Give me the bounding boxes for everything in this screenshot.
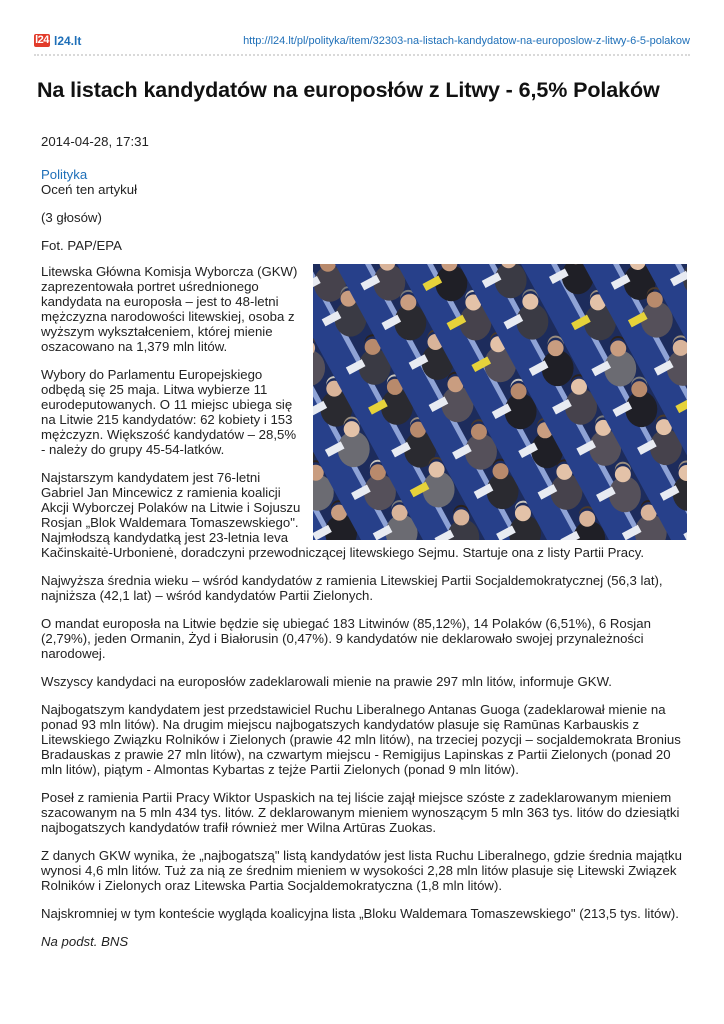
article-date: 2014-04-28, 17:31: [41, 134, 149, 149]
page-url-link[interactable]: http://l24.lt/pl/polityka/item/32303-na-listach-kandydatow-na-europoslow-z-litwy-6-5-polakow: [243, 35, 690, 47]
site-header: [34, 33, 690, 51]
article-meta: [41, 167, 687, 197]
paragraph: Najwyższa średnia wieku – wśród kandydatów z ramienia Litewskiej Partii Socjaldemokratycznej (56,3 lat), najniższa (42,1 lat) – wśród kandydatów Partii Zielonych.: [41, 573, 663, 603]
votes-count: (3 głosów): [41, 210, 102, 225]
paragraph: Najskromniej w tym konteście wygląda koalicyjna lista „Bloku Waldemara Tomaszewskiego" (213,5 tys. litów).: [41, 906, 679, 921]
paragraph: Najbogatszym kandydatem jest przedstawiciel Ruchu Liberalnego Antanas Guoga (zadeklarował mienie na ponad 93 mln litów). Na drugim miejscu najbogatszych kandydatów plasuje się Ramūnas Karbauskis z Litewskiego Związku Rolników i Zielonych (prawie 42 mln litów), na trzeciej pozycji – socjaldemokrata Bronius Bradauskas z prawie 27 mln litów), na czwartym miejscu - Remigijus Lapinskas z Partii Zielonych (ponad 20 mln litów), piątym - Almontas Kybartas z tejże Partii Zielonych (ponad 9 mln litów).: [41, 702, 681, 777]
rate-article-label[interactable]: Oceń ten artykuł: [41, 182, 138, 197]
paragraph: O mandat europosła na Litwie będzie się ubiegać 183 Litwinów (85,12%), 14 Polaków (6,51%), 6 Rosjan (2,79%), jeden Ormanin, Żyd i Białorusin (0,47%). 9 kandydatów nie deklarowało swojej przynależności narodowej.: [41, 616, 651, 661]
paragraph: Wszyscy kandydaci na europosłów zadeklarowali mienie na prawie 297 mln litów, informuje GKW.: [41, 674, 612, 689]
category-link[interactable]: Polityka: [41, 167, 88, 182]
article-photo: [313, 264, 687, 540]
site-logo-icon[interactable]: l24: [35, 34, 49, 46]
parliament-photo-image: [313, 264, 687, 540]
paragraph: Litewska Główna Komisja Wyborcza (GKW) zaprezentowała portret uśrednionego kandydata na europosła – jest to 48-letni mężczyzna narodowości litewskiej, osoba z wyższym wykształceniem, której mienie oszacowano na 1,379 mln litów.: [41, 264, 298, 354]
article-title: Na listach kandydatów na europosłów z Litwy - 6,5% Polaków: [37, 78, 660, 102]
paragraph: Najstarszym kandydatem jest 76-letni Gabriel Jan Mincewicz z ramienia koalicji Akcji Wyborczej Polaków na Litwie i Sojuszu Rosjan „Blok Waldemara Tomaszewskiego". Najmłodszą kandydatką jest 23-letnia Ieva Kačinskaitė-Urbonienė, doradczyni przewodniczącej litewskiego Sejmu. Startuje ona z listy Partii Pracy.: [41, 470, 644, 560]
paragraph: Poseł z ramienia Partii Pracy Wiktor Uspaskich na tej liście zajął miejsce szóste z zadeklarowanym mieniem szacowanym na 5 mln 434 tys. litów. Z deklarowanym mieniem wynoszącym 5 mln 363 tys. litów do dziesiątki najbogatszych kandydatów trafił również mer Wilna Artūras Zuokas.: [41, 790, 680, 835]
article-body: [41, 134, 687, 962]
header-divider: [34, 54, 690, 56]
article-source: Na podst. BNS: [41, 934, 129, 949]
paragraph: Wybory do Parlamentu Europejskiego odbędą się 25 maja. Litwa wybierze 11 eurodeputowanych. O 11 miejsc ubiega się na Litwie 215 kandydatów: 62 kobiety i 153 mężczyzn. Większość kandydatów – 28,5% - należy do grupy 45-54-latków.: [41, 367, 297, 457]
site-name-link[interactable]: l24.lt: [54, 34, 82, 48]
paragraph: Z danych GKW wynika, że „najbogatszą" listą kandydatów jest lista Ruchu Liberalnego, gdzie średnia majątku wynosi 4,6 mln litów. Tuż za nią ze średnim mieniem w wysokości 2,28 mln litów plasuje się Litewski Związek Rolników i Zielonych oraz Litewska Partia Socjaldemokratyczna (1,8 mln litów).: [41, 848, 682, 893]
photo-credit: Fot. PAP/EPA: [41, 238, 122, 253]
